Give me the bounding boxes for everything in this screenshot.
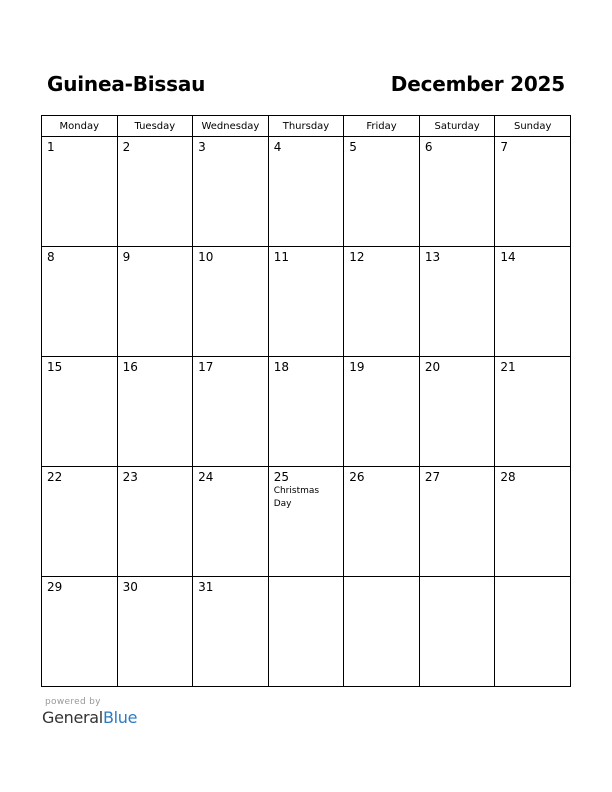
day-number: 5: [349, 140, 357, 154]
day-cell: [419, 467, 495, 577]
day-number: [420, 577, 495, 580]
day-cell: [495, 137, 571, 247]
month-year-title: December 2025: [390, 72, 565, 96]
day-number: 18: [273, 360, 289, 374]
day-cell: [193, 467, 269, 577]
week-row: [42, 577, 571, 687]
day-number: 16: [122, 360, 138, 374]
day-number: [269, 577, 344, 580]
day-number: 24: [198, 470, 214, 484]
day-cell: [495, 247, 571, 357]
day-number: 25: [273, 470, 289, 484]
day-cell: [344, 247, 420, 357]
day-number: [495, 577, 570, 580]
day-cell: [42, 247, 118, 357]
day-number: 7: [500, 140, 509, 154]
calendar-grid: [41, 115, 571, 687]
day-number: 20: [424, 360, 441, 374]
day-number: 21: [500, 360, 516, 374]
day-number: 14: [500, 250, 516, 264]
day-cell: [117, 467, 193, 577]
week-row: [42, 247, 571, 357]
day-cell: [42, 467, 118, 577]
day-number: 26: [349, 470, 365, 484]
day-cell: [268, 247, 344, 357]
weekday-header-sunday: Sunday: [495, 116, 571, 137]
day-cell: [344, 137, 420, 247]
day-cell: [117, 577, 193, 687]
day-cell: [268, 357, 344, 467]
calendar-body: [42, 137, 571, 687]
day-cell: [268, 577, 344, 687]
day-cell: [193, 577, 269, 687]
day-number: 9: [122, 250, 131, 264]
day-number: 8: [47, 250, 55, 264]
day-cell: [268, 467, 344, 577]
holiday-label: Christmas Day: [273, 486, 320, 509]
day-number: 6: [424, 140, 433, 154]
brand-blue-text: Blue: [102, 708, 138, 727]
day-number: 30: [122, 580, 138, 594]
day-cell: [495, 467, 571, 577]
day-number: 23: [122, 470, 138, 484]
day-cell: [42, 357, 118, 467]
week-row: [42, 467, 571, 577]
weekday-header-saturday: Saturday: [419, 116, 495, 137]
day-cell: [344, 467, 420, 577]
weekday-header-tuesday: Tuesday: [117, 116, 193, 137]
day-number: 2: [122, 140, 131, 154]
day-cell: [117, 247, 193, 357]
weekday-header-friday: Friday: [344, 116, 420, 137]
day-cell: [193, 137, 269, 247]
day-number: 27: [424, 470, 441, 484]
day-number: 31: [198, 580, 214, 594]
week-row: [42, 357, 571, 467]
day-number: 10: [198, 250, 214, 264]
day-cell: [193, 247, 269, 357]
day-cell: [419, 577, 495, 687]
day-cell: [419, 137, 495, 247]
weekday-header-thursday: Thursday: [268, 116, 344, 137]
day-cell: [117, 357, 193, 467]
week-row: [42, 137, 571, 247]
day-number: 12: [349, 250, 365, 264]
brand-general-text: General: [42, 708, 103, 727]
day-cell: [344, 357, 420, 467]
day-cell: [419, 247, 495, 357]
day-number: 1: [47, 140, 55, 154]
day-number: 3: [198, 140, 206, 154]
day-cell: [344, 577, 420, 687]
day-number: 22: [47, 470, 63, 484]
day-cell: [193, 357, 269, 467]
day-number: 13: [424, 250, 441, 264]
day-number: 17: [198, 360, 214, 374]
day-number: [344, 577, 419, 580]
weekday-header-row: [42, 116, 571, 137]
country-title: Guinea-Bissau: [47, 72, 206, 96]
day-number: 19: [349, 360, 365, 374]
day-cell: [495, 357, 571, 467]
weekday-header-wednesday: Wednesday: [193, 116, 269, 137]
day-cell: [268, 137, 344, 247]
day-number: 28: [500, 470, 516, 484]
day-cell: [117, 137, 193, 247]
day-cell: [42, 577, 118, 687]
day-cell: [495, 577, 571, 687]
day-cell: [42, 137, 118, 247]
day-number: 29: [47, 580, 63, 594]
day-number: 11: [273, 250, 289, 264]
weekday-header-monday: Monday: [42, 116, 118, 137]
day-cell: [419, 357, 495, 467]
powered-by-text: powered by: [45, 697, 101, 707]
day-number: 15: [47, 360, 63, 374]
day-number: 4: [273, 140, 282, 154]
generalblue-logo: [42, 708, 137, 727]
